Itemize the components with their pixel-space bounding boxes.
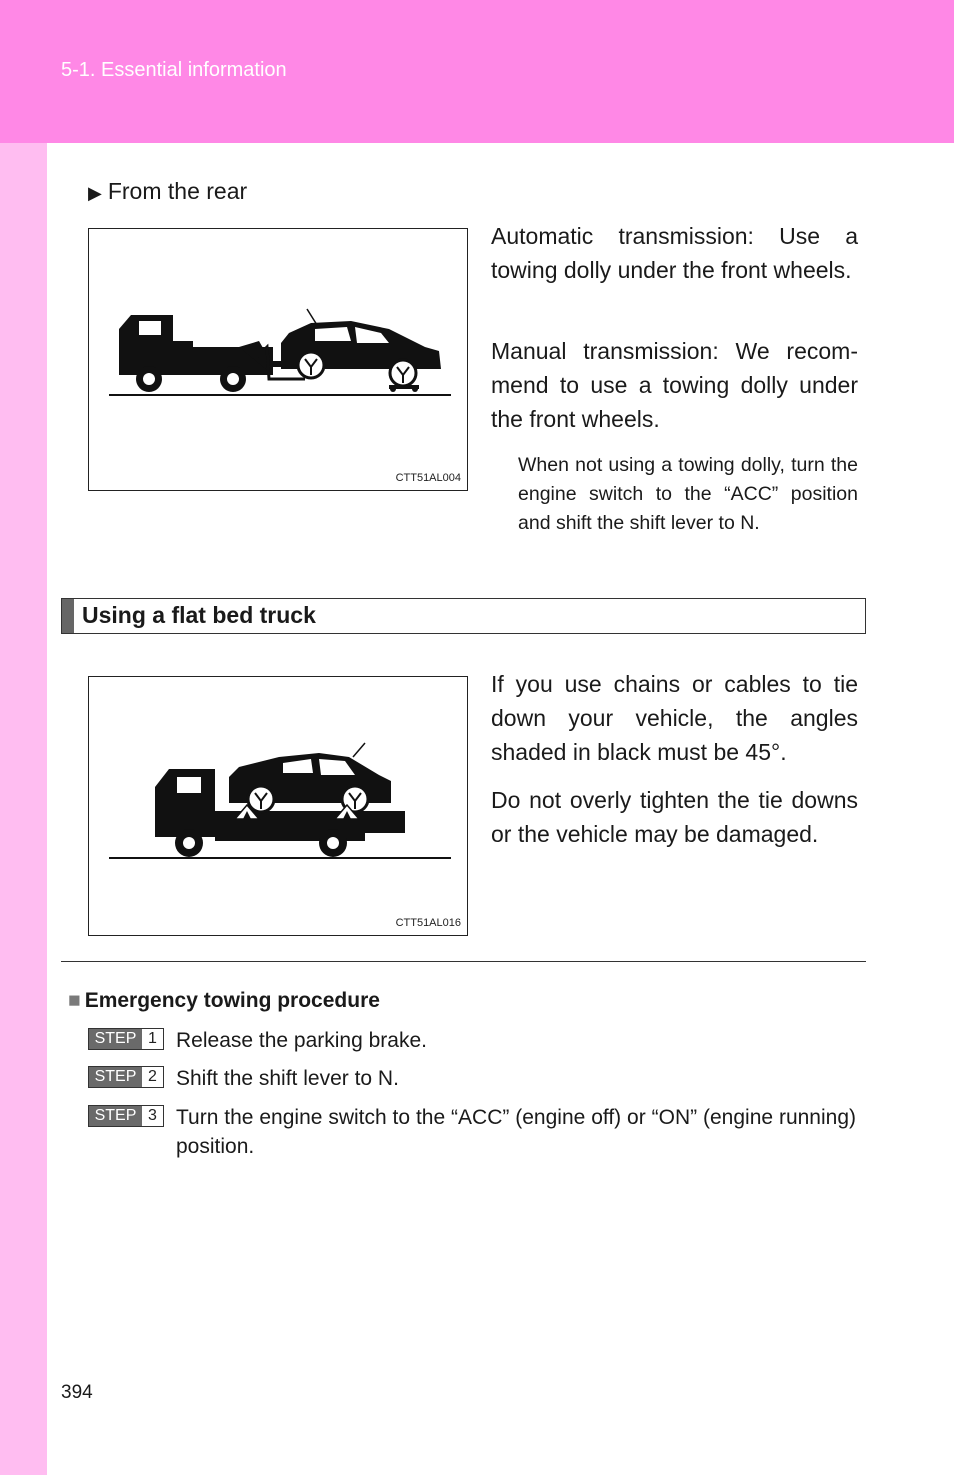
- flat-bed-figure: [88, 676, 468, 936]
- step-number: 3: [142, 1106, 163, 1126]
- no-dolly-note: When not using a towing dolly, turn the engine switch to the “ACC” position and shift the shift lever to N.: [518, 454, 858, 534]
- step-label: STEP: [89, 1106, 142, 1126]
- procedure-title-text: Emergency towing procedure: [84, 989, 380, 1012]
- procedure-title: [68, 989, 380, 1013]
- step-number: 2: [142, 1067, 163, 1087]
- manual-transmission-text: Manual transmission: We recom-mend to use a towing dolly under the front wheels.: [491, 338, 858, 432]
- section-accent: [62, 599, 74, 633]
- from-rear-label: From the rear: [107, 178, 248, 204]
- tighten-warning-text: Do not overly tighten the tie downs or the vehicle may be damaged.: [491, 787, 858, 847]
- page-number: 394: [61, 1382, 93, 1403]
- tow-truck-dolly-illustration: [89, 229, 467, 490]
- triangle-marker-icon: ▶: [88, 183, 102, 203]
- chains-text: If you use chains or cables to tie down your vehicle, the angles shaded in black must be 45°.: [491, 671, 858, 765]
- figure-code: CTT51AL004: [395, 472, 461, 484]
- from-rear-heading: [88, 178, 247, 205]
- step-badge: [88, 1066, 164, 1088]
- section-title: Using a flat bed truck: [82, 602, 316, 628]
- step-number: 1: [142, 1029, 163, 1049]
- step-label: STEP: [89, 1029, 142, 1049]
- figure-code: CTT51AL016: [395, 917, 461, 929]
- square-marker-icon: ■: [68, 989, 81, 1012]
- auto-transmission-text: Automatic transmission: Use a towing dolly under the front wheels.: [491, 223, 858, 283]
- tow-dolly-figure: [88, 228, 468, 491]
- flat-bed-truck-illustration: [89, 677, 467, 935]
- step-badge: [88, 1105, 164, 1127]
- page-header: [0, 0, 954, 143]
- section-breadcrumb: 5-1. Essential information: [61, 59, 287, 81]
- step-label: STEP: [89, 1067, 142, 1087]
- step-badge: [88, 1028, 164, 1050]
- section-header: [61, 598, 866, 634]
- step-text: Turn the engine switch to the “ACC” (engine off) or “ON” (engine running) position.: [176, 1106, 856, 1158]
- side-tab: [0, 143, 47, 1475]
- step-text: Release the parking brake.: [176, 1029, 427, 1052]
- step-text: Shift the shift lever to N.: [176, 1067, 399, 1090]
- divider: [61, 961, 866, 962]
